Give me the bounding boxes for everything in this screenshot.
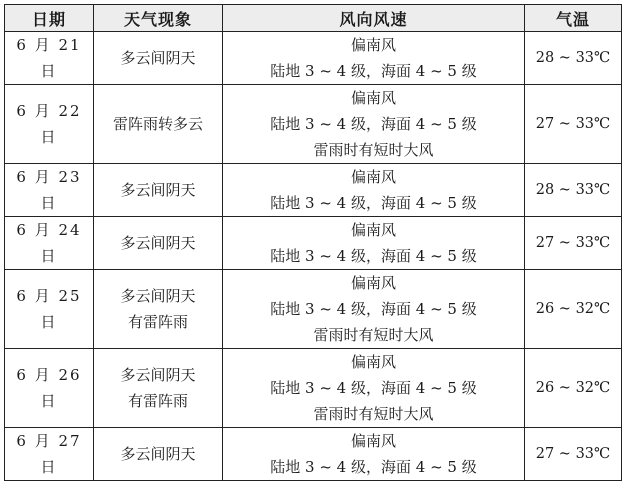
weather-line: 多云间阴天 [120,181,196,199]
wind-cell [223,270,525,349]
date-cell: 6 月 22 日 [5,85,94,164]
table-row [5,270,622,349]
weather-cell [94,217,223,270]
weather-line: 有雷阵雨 [127,313,188,331]
weather-line: 多云间阴天 [120,287,196,305]
wind-line: 陆地 3 ~ 4 级，海面 4 ~ 5 级 [270,115,477,133]
table-row [5,32,622,85]
wind-line: 偏南风 [350,432,396,450]
date-cell: 6 月 27 日 [5,428,94,481]
wind-line: 偏南风 [350,221,396,239]
wind-cell [223,32,525,85]
wind-line: 陆地 3 ~ 4 级，海面 4 ~ 5 级 [270,62,477,80]
weather-line: 有雷阵雨 [127,392,188,410]
weather-cell [94,32,223,85]
header-temp: 气温 [525,5,622,32]
weather-cell [94,164,223,217]
table-row [5,349,622,428]
weather-cell [94,85,223,164]
wind-line: 偏南风 [350,274,396,292]
date-cell: 6 月 24 日 [5,217,94,270]
temp-cell: 28 ~ 33℃ [525,164,622,217]
temp-cell: 27 ~ 33℃ [525,217,622,270]
wind-line: 陆地 3 ~ 4 级，海面 4 ~ 5 级 [270,379,477,397]
weather-cell [94,270,223,349]
temp-cell: 27 ~ 33℃ [525,428,622,481]
weather-line: 多云间阴天 [120,49,196,67]
forecast-table [4,4,622,481]
wind-cell [223,217,525,270]
weather-line: 多云间阴天 [120,234,196,252]
wind-cell [223,85,525,164]
wind-line: 陆地 3 ~ 4 级，海面 4 ~ 5 级 [270,300,477,318]
date-cell: 6 月 21 日 [5,32,94,85]
header-weather: 天气现象 [94,5,223,32]
wind-line: 雷雨时有短时大风 [313,326,434,344]
wind-line: 偏南风 [350,89,396,107]
wind-line: 陆地 3 ~ 4 级，海面 4 ~ 5 级 [270,194,477,212]
temp-cell: 26 ~ 32℃ [525,349,622,428]
weather-cell [94,349,223,428]
wind-line: 偏南风 [350,168,396,186]
header-date: 日期 [5,5,94,32]
date-cell: 6 月 23 日 [5,164,94,217]
table-row [5,217,622,270]
wind-line: 雷雨时有短时大风 [313,405,434,423]
table-row [5,164,622,217]
header-row [5,5,622,32]
wind-line: 陆地 3 ~ 4 级，海面 4 ~ 5 级 [270,458,477,476]
wind-line: 雷雨时有短时大风 [313,141,434,159]
temp-cell: 28 ~ 33℃ [525,32,622,85]
temp-cell: 26 ~ 32℃ [525,270,622,349]
weather-line: 雷阵雨转多云 [112,115,203,133]
wind-cell [223,164,525,217]
date-cell: 6 月 26 日 [5,349,94,428]
weather-line: 多云间阴天 [120,445,196,463]
wind-line: 偏南风 [350,353,396,371]
weather-line: 多云间阴天 [120,366,196,384]
wind-cell [223,349,525,428]
wind-line: 陆地 3 ~ 4 级，海面 4 ~ 5 级 [270,247,477,265]
date-cell: 6 月 25 日 [5,270,94,349]
wind-line: 偏南风 [350,36,396,54]
table-row [5,85,622,164]
header-wind: 风向风速 [223,5,525,32]
temp-cell: 27 ~ 33℃ [525,85,622,164]
